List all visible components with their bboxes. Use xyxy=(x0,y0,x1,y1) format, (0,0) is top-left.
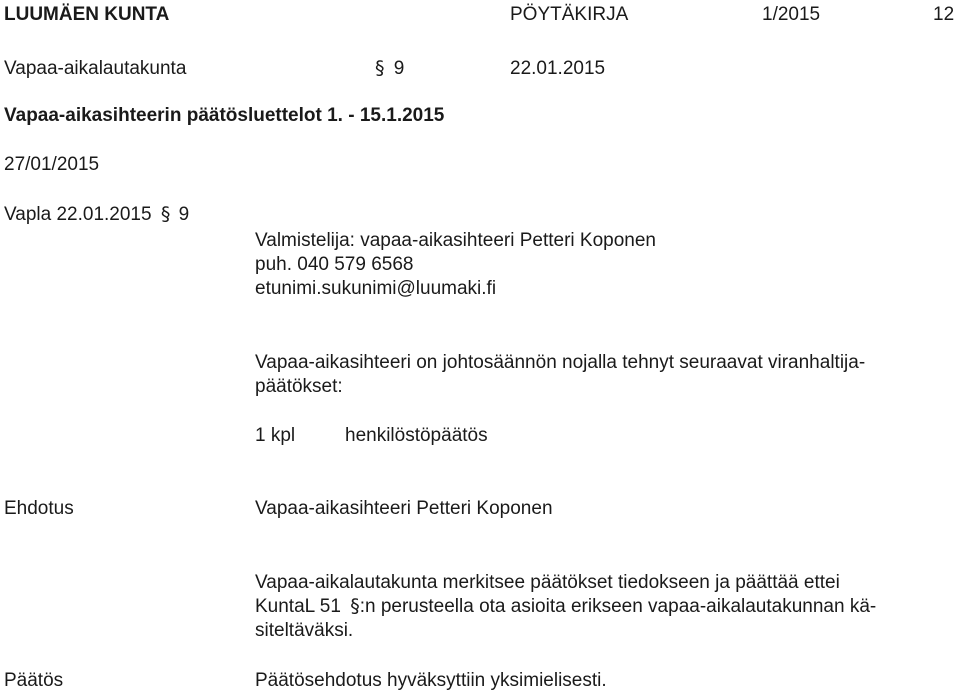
reference-number: 27/01/2015 xyxy=(4,154,100,175)
preparer-line: Valmistelija: vapaa-aikasihteeri Petteri Koponen xyxy=(255,230,656,251)
document-number: 1/2015 xyxy=(762,4,821,25)
org-name: LUUMÄEN KUNTA xyxy=(4,4,170,25)
preparer-phone: puh. 040 579 6568 xyxy=(255,254,414,275)
section-number: 9 xyxy=(393,58,405,79)
proposal-line-2 xyxy=(255,597,876,616)
proposer-name: Vapaa-aikasihteeri Petteri Koponen xyxy=(255,498,553,519)
section-symbol: § xyxy=(375,57,385,79)
proposal-section-symbol: § xyxy=(350,595,360,617)
meeting-date: 22.01.2015 xyxy=(510,58,606,79)
proposal-law-ref: KuntaL 51 xyxy=(255,596,341,617)
case-section-symbol: § xyxy=(160,203,171,225)
case-prefix: Vapla 22.01.2015 xyxy=(4,204,152,225)
preparer-email: etunimi.sukunimi@luumaki.fi xyxy=(255,278,497,299)
list-item-type: henkilöstöpäätös xyxy=(345,425,488,446)
proposal-line-3: siteltäväksi. xyxy=(255,620,354,641)
header-section xyxy=(375,59,404,78)
document-type: PÖYTÄKIRJA xyxy=(510,4,629,25)
decision-label: Päätös xyxy=(4,670,64,691)
intro-line-2: päätökset: xyxy=(255,376,343,397)
proposal-line-1: Vapaa-aikalautakunta merkitsee päätökset tiedokseen ja päättää ettei xyxy=(255,572,840,593)
case-section-number: 9 xyxy=(178,204,190,225)
body-name: Vapaa-aikalautakunta xyxy=(4,58,187,79)
decision-text: Päätösehdotus hyväksyttiin yksimielisesti. xyxy=(255,670,607,691)
intro-line-1: Vapaa-aikasihteeri on johtosäännön nojalla tehnyt seuraavat viranhaltija- xyxy=(255,352,866,373)
page-number: 12 xyxy=(933,4,955,25)
list-item-count: 1 kpl xyxy=(255,425,296,446)
case-line xyxy=(4,205,189,224)
proposal-line-2-rest: :n perusteella ota asioita erikseen vapaa-aikalautakunnan kä- xyxy=(359,596,877,617)
proposal-label: Ehdotus xyxy=(4,498,74,519)
page-title: Vapaa-aikasihteerin päätösluettelot 1. - 15.1.2015 xyxy=(4,105,445,126)
